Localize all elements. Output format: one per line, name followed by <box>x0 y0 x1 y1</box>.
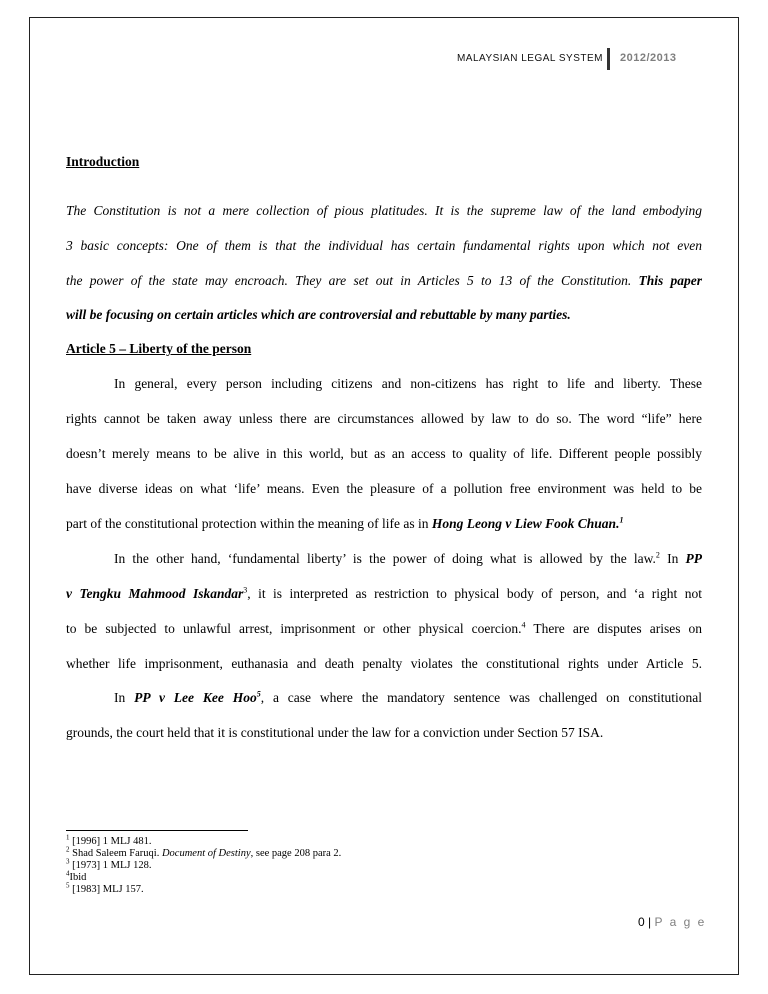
p2-line-3 <box>66 621 702 637</box>
p2-line-4: whether life imprisonment, euthanasia and death penalty violates the constitutional rights under Article 5. <box>66 656 702 671</box>
footnote-2-number: 2 <box>66 845 70 854</box>
p1-line-2: rights cannot be taken away unless there are circumstances allowed by law to do so. The word “life” here <box>66 411 702 426</box>
case-hong-leong: Hong Leong v Liew Fook Chuan. <box>431 516 620 531</box>
footnote-1 <box>66 833 341 848</box>
footnote-4 <box>66 869 341 884</box>
intro-line-3 <box>66 273 702 289</box>
p3-line-2: grounds, the court held that it is constitutional under the law for a conviction under Section 57 ISA. <box>66 725 604 740</box>
intro-heading: Introduction <box>66 154 140 169</box>
case-tengku: v Tengku Mahmood Iskandar <box>66 586 244 601</box>
p1-line-1: In general, every person including citizens and non-citizens has right to life and liberty. These <box>114 376 702 391</box>
p3-line-1 <box>114 690 702 706</box>
footnote-2 <box>66 845 342 860</box>
article5-heading: Article 5 – Liberty of the person <box>66 341 252 356</box>
footnote-4-text: Ibid <box>69 872 87 883</box>
header-title: MALAYSIAN LEGAL SYSTEM <box>456 53 603 64</box>
header-year: 2012/2013 <box>620 52 677 64</box>
footnote-5-number: 5 <box>66 881 70 890</box>
p1-line-3: doesn’t merely means to be alive in this world, but as an access to quality of life. Different people possibly <box>66 446 702 461</box>
p2-line-3-rest: There are disputes arises on <box>525 621 703 636</box>
footnote-2-title: Document of Destiny <box>161 848 251 859</box>
footnote-1-number: 1 <box>66 833 70 842</box>
intro-line-1: The Constitution is not a mere collection of pious platitudes. It is the supreme law of the land embodying <box>66 203 702 218</box>
page-header <box>0 48 768 68</box>
p1-line-4: have diverse ideas on what ‘life’ means. Even the pleasure of a pollution free environment was held to be <box>66 481 702 496</box>
footnote-5-text: [1983] MLJ 157. <box>72 884 144 895</box>
footnote-3 <box>66 857 341 872</box>
page-number <box>638 915 706 929</box>
case-lee-kee-hoo: PP v Lee Kee Hoo <box>134 690 257 705</box>
footnote-ref-1: 1 <box>619 515 624 525</box>
p2-line-1-in: In <box>659 551 679 566</box>
intro-line-4: will be focusing on certain articles which are controversial and rebuttable by many parties. <box>66 307 571 322</box>
footnote-ref-5: 5 <box>256 689 261 699</box>
p3-line-1-in: In <box>114 690 126 705</box>
p2-line-1-text: In the other hand, ‘fundamental liberty’ is the power of doing what is allowed by the law. <box>114 551 656 566</box>
p1-line-5-text: part of the constitutional protection within the meaning of life as in <box>66 516 429 531</box>
intro-line-3-text: the power of the state may encroach. They are set out in Articles 5 to 13 of the Constitution. <box>66 273 632 288</box>
footnote-2-page: , see page 208 para 2. <box>250 848 342 859</box>
page-number-label: P a g e <box>654 915 707 929</box>
page-number-separator: | <box>648 915 652 929</box>
footnote-1-text: [1996] 1 MLJ 481. <box>72 836 152 847</box>
case-pp-start: PP <box>685 551 703 566</box>
footnote-4-number: 4 <box>66 869 70 878</box>
footnote-5 <box>66 881 341 896</box>
p2-line-2 <box>66 586 702 602</box>
intro-line-3-bold: This paper <box>638 273 702 288</box>
footnote-2-author: Shad Saleem Faruqi. <box>72 848 160 859</box>
footnote-3-text: [1973] 1 MLJ 128. <box>72 860 152 871</box>
page-number-value: 0 <box>638 915 645 929</box>
p2-line-3-text: to be subjected to unlawful arrest, imprisonment or other physical coercion. <box>66 621 522 636</box>
p2-line-2-text: , it is interpreted as restriction to physical body of person, and ‘a right not <box>247 586 703 601</box>
p1-line-5 <box>66 516 623 532</box>
footnote-3-number: 3 <box>66 857 70 866</box>
intro-line-2: 3 basic concepts: One of them is that the individual has certain fundamental rights upon which not even <box>66 238 702 253</box>
footnote-ref-2: 2 <box>655 550 660 560</box>
footnotes <box>66 833 342 896</box>
footnote-ref-3: 3 <box>243 585 248 595</box>
p3-line-1-text: , a case where the mandatory sentence was challenged on constitutional <box>260 690 703 705</box>
header-divider <box>607 48 610 70</box>
p2-line-1 <box>114 551 702 567</box>
footnote-ref-4: 4 <box>521 620 526 630</box>
footnote-separator <box>66 830 248 831</box>
